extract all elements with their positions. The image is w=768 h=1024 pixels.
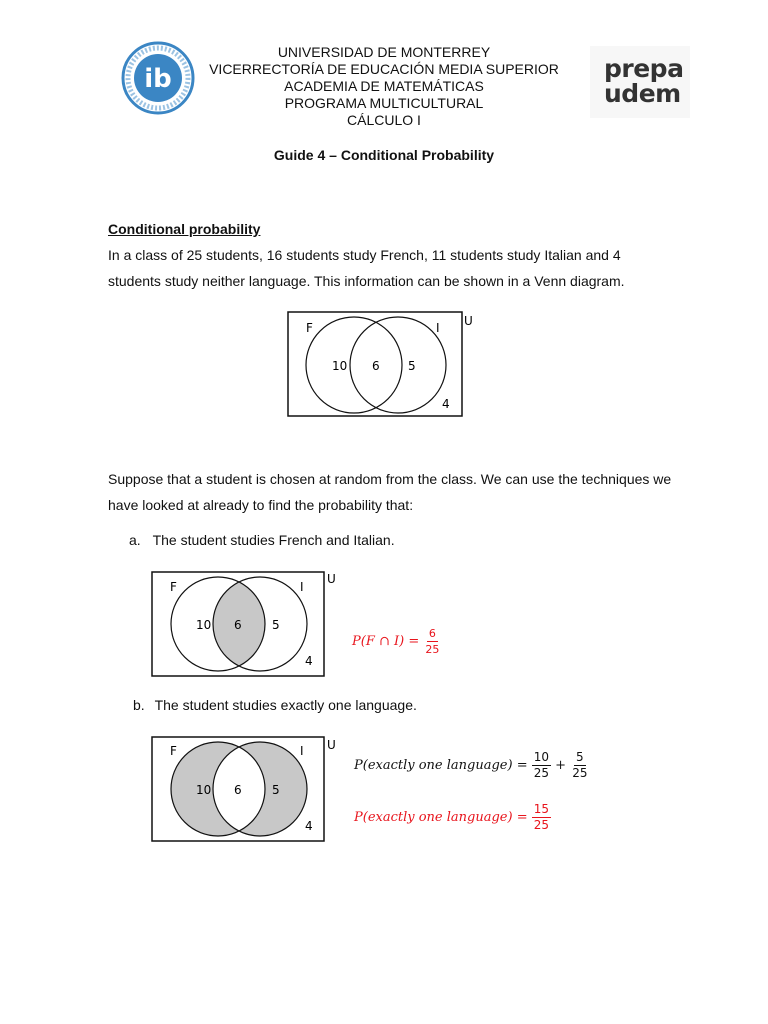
venn-label-f: F — [170, 744, 177, 758]
fraction-denominator: 25 — [425, 643, 440, 656]
intro-paragraph — [108, 242, 688, 294]
item-marker: a. — [129, 532, 141, 548]
fraction-denominator: 25 — [572, 766, 588, 780]
venn-label-f: F — [306, 321, 313, 335]
venn-label-f: F — [170, 580, 177, 594]
venn-both: 6 — [372, 359, 380, 373]
item-marker: b. — [133, 697, 145, 713]
venn-label-u: U — [464, 314, 473, 328]
suppose-line: have looked at already to find the probability that: — [108, 497, 414, 513]
formula-lhs: P(F ∩ I) = — [352, 634, 420, 649]
formula-exactly-one-sum — [354, 750, 590, 781]
suppose-line: Suppose that a student is chosen at random from the class. We can use the techniques we — [108, 471, 672, 487]
venn-diagram-exactly-one — [150, 735, 340, 845]
venn-both: 6 — [234, 783, 242, 797]
fraction — [570, 750, 589, 781]
venn-label-i: I — [300, 580, 304, 594]
venn-neither: 4 — [305, 654, 313, 668]
prepa-logo-line1: prepa — [604, 54, 684, 83]
header-line: CÁLCULO I — [347, 112, 421, 128]
header-line: UNIVERSIDAD DE MONTERREY — [277, 44, 491, 60]
plus-sign: + — [555, 758, 567, 773]
header-line: PROGRAMA MULTICULTURAL — [284, 95, 484, 111]
section-title: Conditional probability — [108, 221, 261, 237]
formula-lhs: P(exactly one language) = — [354, 810, 528, 825]
suppose-paragraph — [108, 466, 688, 518]
formula-intersection — [352, 626, 441, 657]
venn-label-i: I — [300, 744, 304, 758]
venn-diagram-intersection — [150, 569, 340, 679]
institution-header — [0, 44, 768, 129]
item-text: The student studies exactly one language. — [154, 697, 417, 713]
venn-label-u: U — [327, 738, 336, 752]
header-line: ACADEMIA DE MATEMÁTICAS — [284, 78, 484, 94]
item-text: The student studies French and Italian. — [152, 532, 395, 548]
fraction-numerator: 15 — [533, 802, 550, 816]
formula-lhs: P(exactly one language) = — [354, 758, 528, 773]
venn-only-i: 5 — [408, 359, 416, 373]
venn-neither: 4 — [442, 397, 450, 411]
venn-only-f: 10 — [196, 618, 212, 632]
venn-label-i: I — [436, 321, 440, 335]
venn-only-i: 5 — [272, 783, 280, 797]
fraction-denominator: 25 — [533, 766, 550, 780]
fraction — [423, 626, 441, 657]
header-line: VICERRECTORÍA DE EDUCACIÓN MEDIA SUPERIOR — [209, 61, 559, 77]
page-title: Guide 4 – Conditional Probability — [273, 147, 495, 163]
intro-line: students study neither language. This information can be shown in a Venn diagram. — [108, 273, 625, 289]
formula-exactly-one-result — [354, 802, 551, 833]
fraction-numerator: 10 — [533, 750, 550, 764]
venn-label-u: U — [327, 572, 336, 586]
fraction-numerator: 6 — [428, 627, 436, 640]
fraction-denominator: 25 — [533, 818, 550, 832]
intro-line: In a class of 25 students, 16 students study French, 11 students study Italian and 4 — [108, 247, 621, 263]
venn-diagram-main — [286, 308, 486, 420]
item-a — [129, 532, 395, 548]
fraction — [532, 750, 551, 781]
prepa-logo-line2: udem — [604, 79, 681, 108]
venn-only-i: 5 — [272, 618, 280, 632]
venn-both: 6 — [234, 618, 242, 632]
item-b — [133, 697, 417, 713]
venn-only-f: 10 — [196, 783, 212, 797]
ib-logo-text: ib — [144, 64, 172, 94]
venn-neither: 4 — [305, 819, 313, 833]
fraction — [532, 802, 551, 833]
venn-only-f: 10 — [332, 359, 348, 373]
fraction-numerator: 5 — [576, 750, 584, 764]
